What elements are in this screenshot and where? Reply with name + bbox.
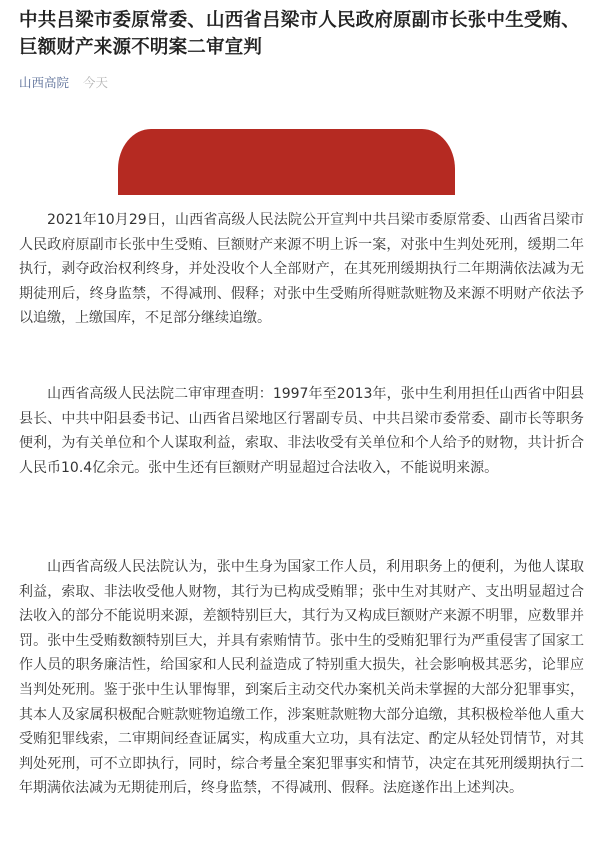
account-name-link[interactable]: 山西高院: [19, 75, 70, 90]
article-paragraph: [19, 555, 584, 801]
publish-time: 今天: [83, 75, 109, 90]
paragraph-text: 2021年10月29日，山西省高级人民法院公开宣判中共吕梁市委原常委、山西省吕梁市人民政府原副市长张中生受贿、巨额财产来源不明上诉一案，对张中生判处死刑，缓期二年执行，剥夺政治权利终身，并处没收个人全部财产，在其死刑缓期执行二年期满依法减为无期徒刑后，终身监禁，不得减刑、假释；对张中生受贿所得赃款赃物及来源不明财产依法予以追缴，上缴国库，不足部分继续追缴。: [19, 212, 584, 327]
article-meta: [19, 74, 108, 92]
article-paragraph: [19, 208, 584, 331]
header-banner-image: [118, 129, 455, 195]
article-title: 中共吕梁市委原常委、山西省吕梁市人民政府原副市长张中生受贿、巨额财产来源不明案二审宣判: [19, 10, 581, 58]
article-paragraph: [19, 382, 584, 480]
paragraph-text: 山西省高级人民法院二审审理查明：1997年至2013年，张中生利用担任山西省中阳县县长、中共中阳县委书记、山西省吕梁地区行署副专员、中共吕梁市委常委、副市长等职务便利，为有关单位和个人谋取利益，索取、非法收受有关单位和个人给予的财物，共计折合人民币10.4亿余元。张中生还有巨额财产明显超过合法收入，不能说明来源。: [19, 386, 584, 476]
paragraph-text: 山西省高级人民法院认为，张中生身为国家工作人员，利用职务上的便利，为他人谋取利益，索取、非法收受他人财物，其行为已构成受贿罪；张中生对其财产、支出明显超过合法收入的部分不能说明来源，差额特别巨大，其行为又构成巨额财产来源不明罪，应数罪并罚。张中生受贿数额特别巨大，并具有索贿情节。张中生的受贿犯罪行为严重侵害了国家工作人员的职务廉洁性，给国家和人民利益造成了特别重大损失，社会影响极其恶劣，论罪应当判处死刑。鉴于张中生认罪悔罪，到案后主动交代办案机关尚未掌握的大部分犯罪事实，其本人及家属积极配合赃款赃物追缴工作，涉案赃款赃物大部分追缴，其积极检举他人重大受贿犯罪线索，二审期间经查证属实，构成重大立功，具有法定、酌定从轻处罚情节，对其判处死刑，可不立即执行，同时，综合考量全案犯罪事实和情节，决定在其死刑缓期执行二年期满依法减为无期徒刑后，终身监禁，不得减刑、假释。法庭遂作出上述判决。: [19, 559, 584, 797]
